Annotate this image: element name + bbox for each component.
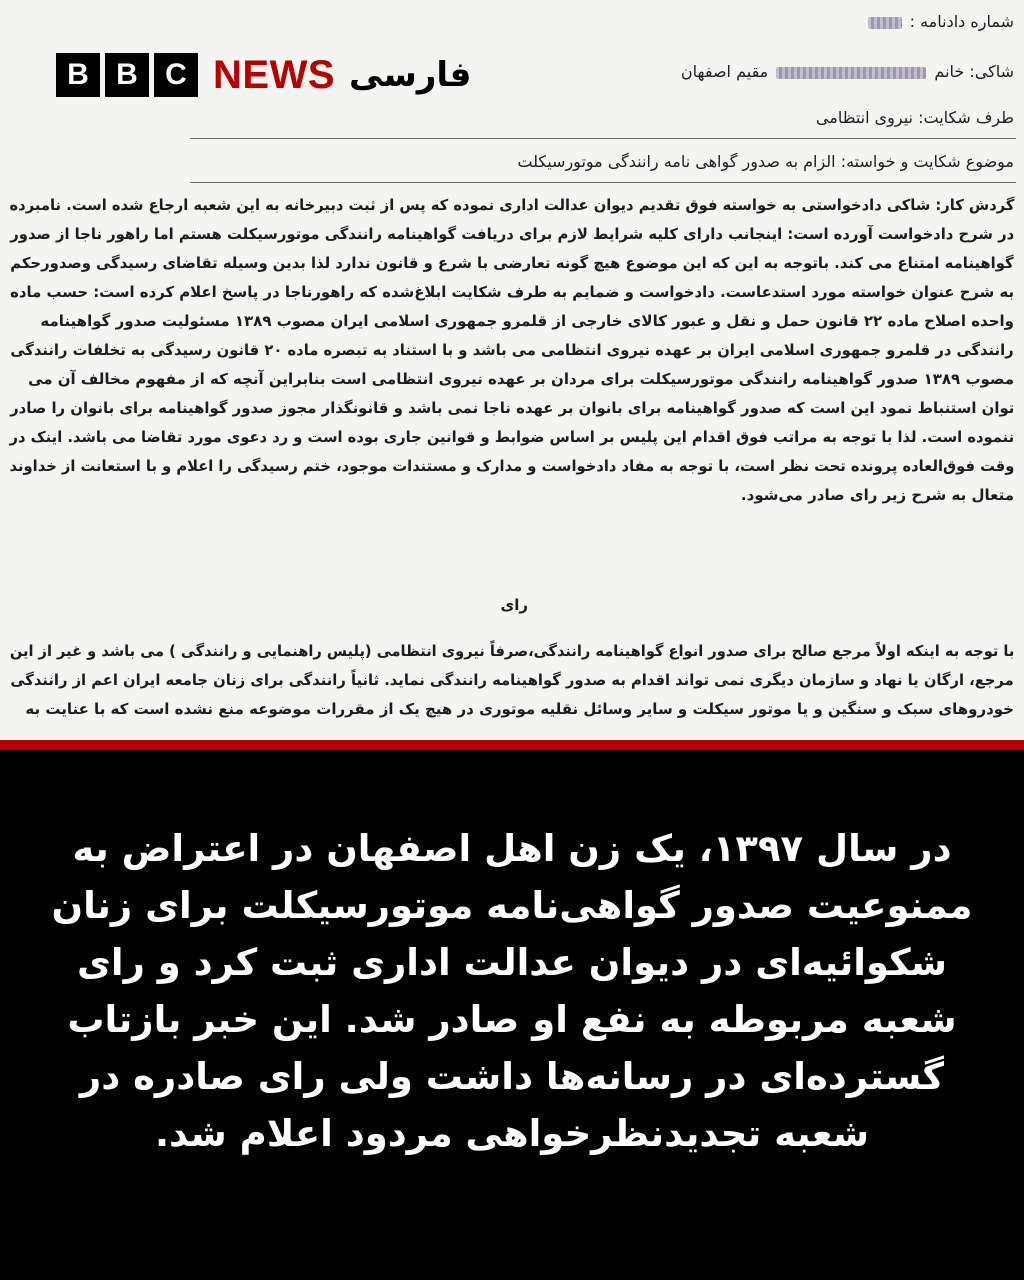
respondent-line: طرف شکایت: نیروی انتظامی [815,108,1014,127]
divider [190,182,1016,183]
body-line: در شرح دادخواست آورده است: اینجانب دارای کلیه شرایط لازم برای دریافت گواهینامه رانندگی موتورسیکلت هستم اما راهور ناجا از صدور [10,225,1014,243]
body-line: گواهینامه امتناع می کند. باتوجه به این که این موضوع هیچ گونه تعارضی با شرع و قانون ندارد لذا بدین وسیله تقاضای رسیدگی وصدورحکم [10,254,1014,272]
bbc-letter-block: B [56,53,100,97]
body-line: گردش کار: شاکی دادخواستی به خواسته فوق تقدیم دیوان عدالت اداری نموده که پس از ثبت دبیرخانه به این شعبه ارجاع شده است. نامبرده [9,196,1014,214]
divider [190,138,1016,139]
bbc-letter-block: C [154,53,198,97]
verdict-line: خودروهای سبک و سنگین و یا موتور سیکلت و سایر وسائل نقلیه موتوری در هیچ یک از مقررات موضوعه منع نشده است که با عنایت به [25,700,1014,718]
farsi-wordmark: فارسی [349,55,472,95]
body-line: رانندگی در قلمرو جمهوری اسلامی ایران بر عهده نیروی انتظامی می باشد و با استناد به تبصره ماده ۲۰ قانون رسیدگی به تخلفات رانندگی [10,341,1014,359]
complainant-prefix: شاکی: خانم [934,62,1014,81]
body-line: ننموده است. لذا با توجه به مراتب فوق اقدام این پلیس بر اساس ضوابط و قوانین جاری بوده است و رد دعوی مورد تقاضا می باشد. اینک در [9,428,1014,446]
complainant-line [681,62,1014,81]
news-wordmark: NEWS [213,52,335,97]
redacted-number [868,17,902,29]
body-line: توان استنباط نمود این است که صدور گواهینامه برای بانوان بر عهده ناجا نمی باشد و قانونگذار مجوز صدور گواهینامه برای بانوان را صادر [9,399,1014,417]
subject-line: موضوع شکایت و خواسته: الزام به صدور گواهی نامه رانندگی موتورسیکلت [517,152,1014,171]
ruling-number-line [865,12,1014,31]
verdict-line: با توجه به اینکه اولاً مرجع صالح برای صدور انواع گواهینامه رانندگی،صرفاً نیروی انتظامی (پلیس راهنمایی و رانندگی ) می باشد و غیر از این [9,642,1014,660]
bbc-letter-block: B [105,53,149,97]
ruling-number-label: شماره دادنامه : [909,12,1014,31]
body-line: مصوب ۱۳۸۹ صدور گواهینامه رانندگی موتورسیکلت برای مردان بر عهده نیروی انتظامی است بنابراین آنچه که از مفهوم مخالف آن می [28,370,1014,388]
body-line: واحده اصلاح ماده ۲۲ قانون حمل و نقل و عبور کالای خارجی از قلمرو جمهوری اسلامی ایران مصوب ۱۳۸۹ مسئولیت صدور گواهینامه [40,312,1014,330]
bbc-news-persian-logo [56,52,471,98]
complainant-suffix: مقیم اصفهان [680,62,769,81]
redacted-name [776,67,926,79]
verdict-heading: رای [500,596,528,614]
body-line: به شرح عنوان خواسته مورد استدعاست. دادخواست و ضمایم به طرف شکایت ابلاغ‌شده که راهورناجا در پاسخ اعلام کرده است: حسب ماده [10,283,1014,301]
body-line: متعال به شرح زیر رای صادر می‌شود. [740,486,1014,504]
verdict-line: مرجع، ارگان یا نهاد و سازمان دیگری نمی تواند اقدام به صدور گواهینامه رانندگی نماید. ثانیاً رانندگی برای زنان جامعه ایران اعم از رانندگی [10,671,1014,689]
caption-text: در سال ۱۳۹۷، یک زن اهل اصفهان در اعتراض به ممنوعیت صدور گواهی‌نامه موتورسیکلت برای زنان شکوائیه‌ای در دیوان عدالت اداری ثبت کرد و رای شعبه مربوطه به نفع او صادر شد. این خبر بازتاب گسترده‌ای در رسانه‌ها داشت ولی رای صادره در شعبه تجدیدنظرخواهی مردود اعلام شد. [51,827,973,1155]
body-line: وقت فوق‌العاده پرونده تحت نظر است، با توجه به مفاد دادخواست و مدارک و مستندات موجود، ختم رسیدگی را اعلام و با استعانت از خداوند [9,457,1014,475]
red-divider [0,740,1024,749]
